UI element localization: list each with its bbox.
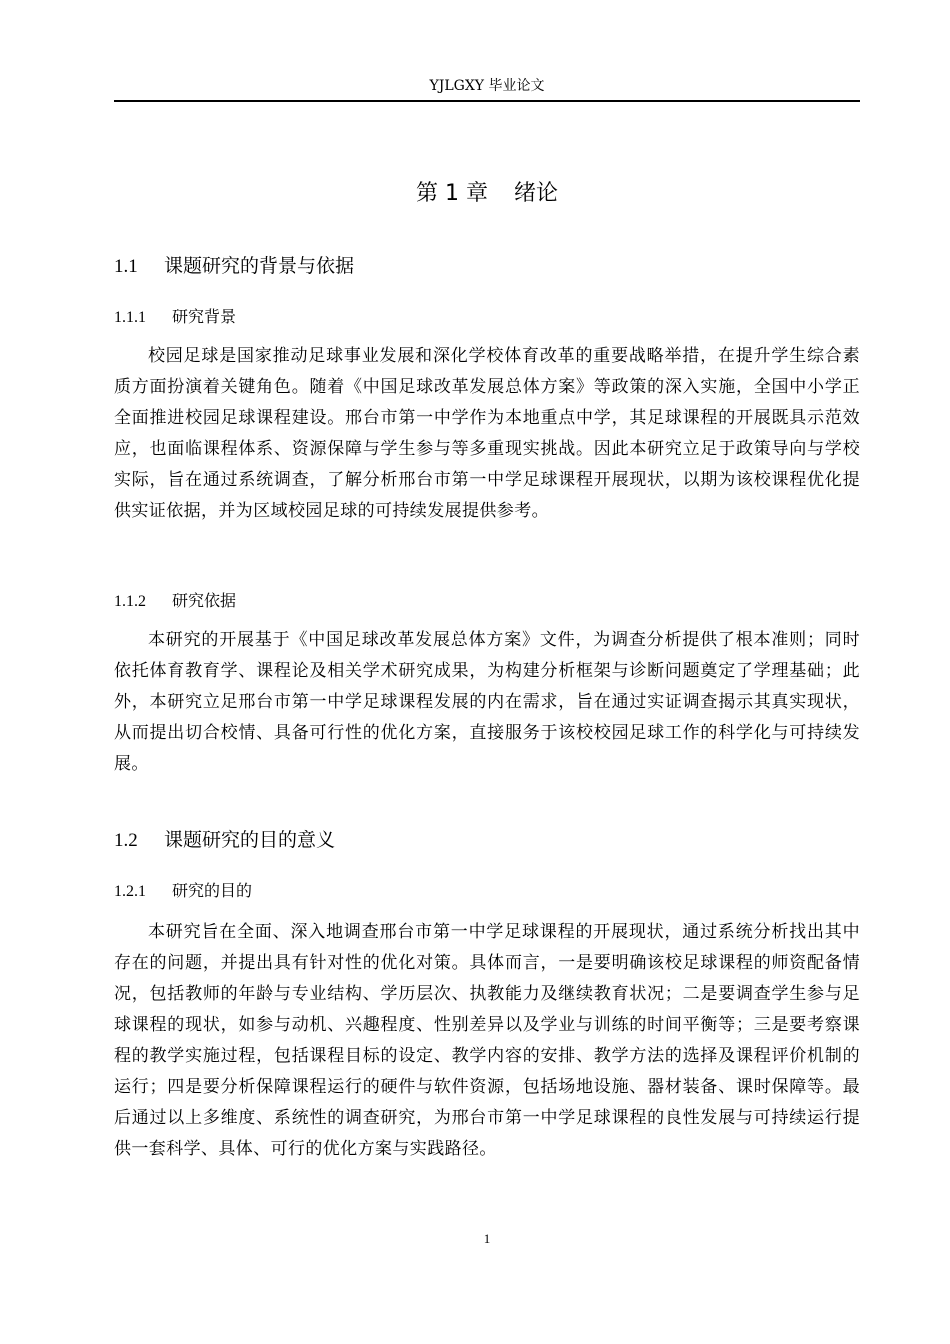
page-number: 1 <box>483 1231 491 1246</box>
subsection-title: 研究背景 <box>172 307 237 326</box>
subsection-heading-1-2-1 <box>114 879 252 904</box>
chapter-name: 绪论 <box>513 181 558 206</box>
paragraph-basis: 本研究的开展基于《中国足球改革发展总体方案》文件，为调查分析提供了根本准则；同时依托体育教育学、课程论及相关学术研究成果，为构建分析框架与诊断问题奠定了学理基础；此外，本研究立足邢台市第一中学足球课程发展的内在需求，旨在通过实证调查揭示其真实现状，从而提出切合校情、具备可行性的优化方案，直接服务于该校校园足球工作的科学化与可持续发展。 <box>114 630 860 774</box>
section-number: 1.1 <box>114 256 138 277</box>
section-heading-1-1 <box>114 252 354 281</box>
section-title: 课题研究的目的意义 <box>164 829 336 851</box>
subsection-title: 研究的目的 <box>172 881 253 900</box>
subsection-title: 研究依据 <box>172 591 237 610</box>
section-title: 课题研究的背景与依据 <box>164 255 355 277</box>
subsection-number: 1.1.1 <box>114 309 146 326</box>
chapter-title <box>114 178 860 210</box>
subsection-heading-1-1-2 <box>114 589 236 614</box>
chapter-number: 第 1 章 <box>416 181 488 206</box>
subsection-heading-1-1-1 <box>114 305 236 330</box>
section-heading-1-2 <box>114 826 335 855</box>
subsection-number: 1.1.2 <box>114 593 146 610</box>
section-number: 1.2 <box>114 830 138 851</box>
header-rule <box>114 100 860 102</box>
paragraph-background: 校园足球是国家推动足球事业发展和深化学校体育改革的重要战略举措，在提升学生综合素质方面扮演着关键角色。随着《中国足球改革发展总体方案》等政策的深入实施，全国中小学正全面推进校园足球课程建设。邢台市第一中学作为本地重点中学，其足球课程的开展既具示范效应，也面临课程体系、资源保障与学生参与等多重现实挑战。因此本研究立足于政策导向与学校实际，旨在通过系统调查，了解分析邢台市第一中学足球课程开展现状，以期为该校课程优化提供实证依据，并为区域校园足球的可持续发展提供参考。 <box>114 346 860 521</box>
paragraph-purpose: 本研究旨在全面、深入地调查邢台市第一中学足球课程的开展现状，通过系统分析找出其中存在的问题，并提出具有针对性的优化对策。具体而言，一是要明确该校足球课程的师资配备情况，包括教师的年龄与专业结构、学历层次、执教能力及继续教育状况；二是要调查学生参与足球课程的现状，如参与动机、兴趣程度、性别差异以及学业与训练的时间平衡等；三是要考察课程的教学实施过程，包括课程目标的设定、教学内容的安排、教学方法的选择及课程评价机制的运行；四是要分析保障课程运行的硬件与软件资源，包括场地设施、器材装备、课时保障等。最后通过以上多维度、系统性的调查研究，为邢台市第一中学足球课程的良性发展与可持续运行提供一套科学、具体、可行的优化方案与实践路径。 <box>114 922 860 1159</box>
subsection-number: 1.2.1 <box>114 883 146 900</box>
page-header: YJLGXY 毕业论文 <box>429 78 545 94</box>
